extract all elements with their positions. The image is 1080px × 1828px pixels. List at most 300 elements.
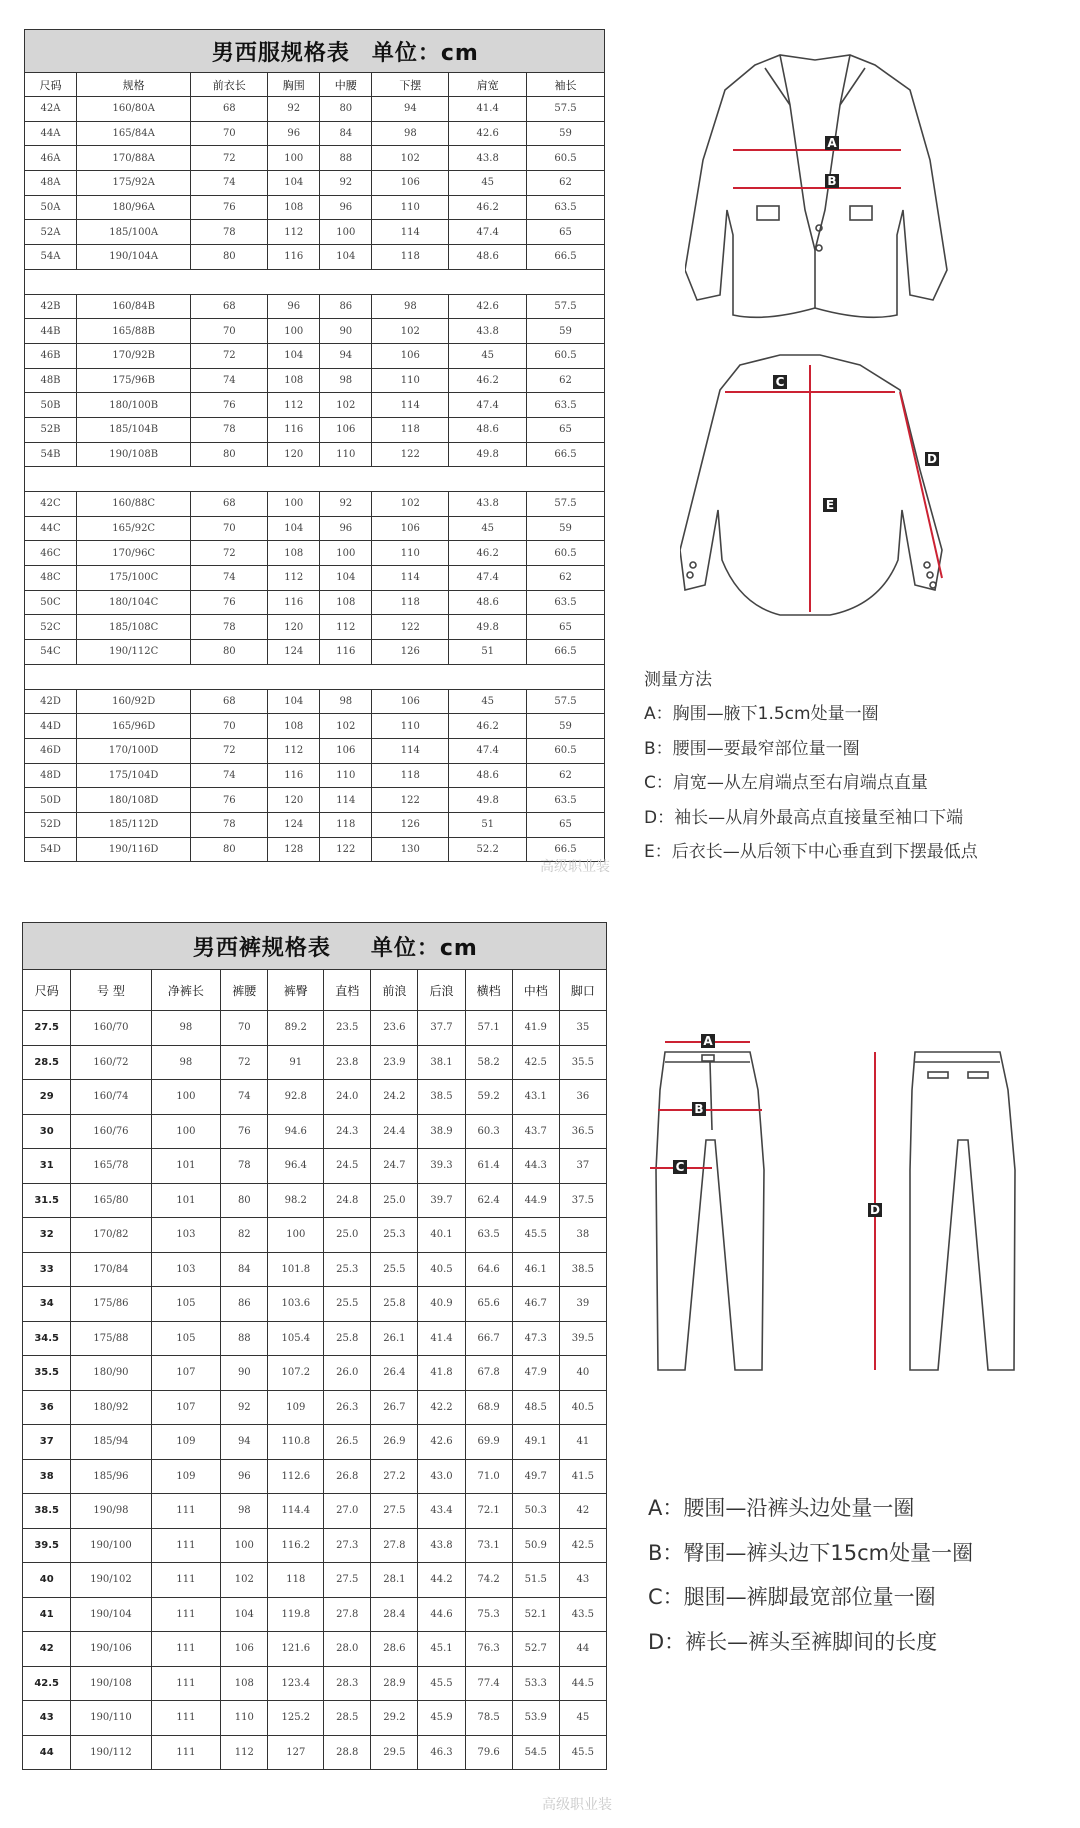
table-cell: 175/100C [77, 566, 191, 591]
table-cell: 94 [221, 1425, 268, 1460]
table-cell: 72.1 [465, 1494, 512, 1529]
table-cell: 74 [221, 1080, 268, 1115]
table-cell: 63.5 [527, 393, 605, 418]
table-row [25, 714, 605, 739]
table-cell: 43.8 [418, 1528, 465, 1563]
table-cell: 47.9 [512, 1356, 559, 1391]
table-cell: 57.5 [527, 492, 605, 517]
column-header: 胸围 [268, 73, 320, 97]
table-cell: 100 [320, 220, 372, 245]
table-cell: 45 [559, 1701, 606, 1736]
table-cell: 175/86 [71, 1287, 151, 1322]
table-cell: 45 [449, 689, 527, 714]
table-cell: 86 [320, 294, 372, 319]
table-cell: 45.1 [418, 1632, 465, 1667]
table-cell: 160/70 [71, 1011, 151, 1046]
table-cell: 41.4 [418, 1321, 465, 1356]
table-cell: 62.4 [465, 1183, 512, 1218]
table-cell: 92 [320, 171, 372, 196]
table-cell: 112.6 [268, 1459, 324, 1494]
table-cell: 48D [25, 763, 77, 788]
table-cell: 160/92D [77, 689, 191, 714]
table-cell: 27.8 [324, 1597, 371, 1632]
table-cell: 111 [151, 1597, 221, 1632]
table-cell: 60.3 [465, 1114, 512, 1149]
table-cell: 27.8 [371, 1528, 418, 1563]
table-cell: 80 [191, 837, 268, 862]
table-cell: 112 [268, 220, 320, 245]
table-cell: 33 [23, 1252, 71, 1287]
table-cell: 40.9 [418, 1287, 465, 1322]
table-cell: 72 [221, 1045, 268, 1080]
table-cell: 107 [151, 1356, 221, 1391]
label-d: D [927, 452, 937, 466]
table-cell: 92.8 [268, 1080, 324, 1115]
column-header: 尺码 [25, 73, 77, 97]
table-cell: 25.5 [324, 1287, 371, 1322]
suit-table-header-row [25, 73, 605, 97]
table-cell: 94 [372, 97, 449, 122]
table-cell: 65 [527, 220, 605, 245]
table-cell: 122 [372, 788, 449, 813]
table-cell: 67.8 [465, 1356, 512, 1391]
table-cell: 46.2 [449, 368, 527, 393]
table-row [25, 368, 605, 393]
table-cell: 111 [151, 1528, 221, 1563]
table-cell: 98 [320, 368, 372, 393]
pants-table-header-row [23, 970, 607, 1011]
table-cell: 112 [268, 393, 320, 418]
table-row [25, 442, 605, 467]
table-cell: 39.5 [23, 1528, 71, 1563]
table-cell: 170/88A [77, 146, 191, 171]
table-row [23, 1563, 607, 1598]
table-cell: 49.8 [449, 788, 527, 813]
table-cell: 51 [449, 640, 527, 665]
table-cell: 105 [151, 1287, 221, 1322]
table-cell: 27.5 [23, 1011, 71, 1046]
table-cell: 104 [320, 566, 372, 591]
table-cell: 80 [221, 1183, 268, 1218]
table-cell: 54B [25, 442, 77, 467]
pants-table-unit: 单位：cm [371, 923, 607, 970]
table-cell: 98.2 [268, 1183, 324, 1218]
table-cell: 47.3 [512, 1321, 559, 1356]
table-cell: 190/110 [71, 1701, 151, 1736]
table-cell: 28.5 [324, 1701, 371, 1736]
table-row [23, 1114, 607, 1149]
table-cell: 30 [23, 1114, 71, 1149]
table-row [25, 171, 605, 196]
table-row [23, 1459, 607, 1494]
table-row [25, 492, 605, 517]
table-cell: 107 [151, 1390, 221, 1425]
table-cell: 125.2 [268, 1701, 324, 1736]
table-cell: 121.6 [268, 1632, 324, 1667]
table-cell: 96 [320, 195, 372, 220]
table-cell: 23.5 [324, 1011, 371, 1046]
table-row [23, 1183, 607, 1218]
table-row [23, 1218, 607, 1253]
table-cell: 59.2 [465, 1080, 512, 1115]
table-row [23, 1321, 607, 1356]
table-cell: 66.5 [527, 837, 605, 862]
table-cell: 28.6 [371, 1632, 418, 1667]
table-row [23, 1701, 607, 1736]
table-cell: 116 [268, 245, 320, 270]
table-cell: 54A [25, 245, 77, 270]
table-cell: 90 [320, 319, 372, 344]
table-cell: 26.8 [324, 1459, 371, 1494]
table-cell: 57.5 [527, 294, 605, 319]
table-cell: 180/96A [77, 195, 191, 220]
table-cell: 27.5 [371, 1494, 418, 1529]
table-cell: 118 [372, 590, 449, 615]
table-cell: 160/84B [77, 294, 191, 319]
table-cell: 104 [268, 171, 320, 196]
table-cell: 28.8 [324, 1735, 371, 1770]
label-a: A [827, 136, 837, 150]
table-cell: 43.5 [559, 1597, 606, 1632]
table-cell: 175/88 [71, 1321, 151, 1356]
table-cell: 78 [191, 812, 268, 837]
column-header: 裤臀 [268, 970, 324, 1011]
table-cell: 54.5 [512, 1735, 559, 1770]
table-cell: 170/96C [77, 541, 191, 566]
table-cell: 165/92C [77, 516, 191, 541]
table-row [23, 1528, 607, 1563]
suit-front-diagram [685, 50, 950, 325]
table-cell: 26.1 [371, 1321, 418, 1356]
table-cell: 41.5 [559, 1459, 606, 1494]
table-cell: 75.3 [465, 1597, 512, 1632]
table-cell: 88 [320, 146, 372, 171]
table-cell: 27.0 [324, 1494, 371, 1529]
table-cell: 106 [221, 1632, 268, 1667]
table-cell: 42.5 [512, 1045, 559, 1080]
table-cell: 72 [191, 541, 268, 566]
table-cell: 104 [268, 343, 320, 368]
table-cell: 23.8 [324, 1045, 371, 1080]
table-cell: 98 [320, 689, 372, 714]
table-cell: 62 [527, 171, 605, 196]
table-cell: 80 [320, 97, 372, 122]
table-cell: 118 [372, 763, 449, 788]
table-cell: 80 [191, 442, 268, 467]
table-cell: 44 [559, 1632, 606, 1667]
table-cell: 78 [191, 417, 268, 442]
table-cell: 114.4 [268, 1494, 324, 1529]
table-row [25, 812, 605, 837]
table-cell: 86 [221, 1287, 268, 1322]
table-cell: 29 [23, 1080, 71, 1115]
table-cell: 46.3 [418, 1735, 465, 1770]
table-cell: 118 [372, 245, 449, 270]
table-cell: 110 [221, 1701, 268, 1736]
table-cell: 106 [372, 171, 449, 196]
table-cell: 104 [221, 1597, 268, 1632]
table-cell: 76 [221, 1114, 268, 1149]
table-cell: 25.8 [324, 1321, 371, 1356]
table-cell: 49.8 [449, 615, 527, 640]
table-cell: 102 [320, 714, 372, 739]
table-cell: 160/88C [77, 492, 191, 517]
table-cell: 50.9 [512, 1528, 559, 1563]
table-cell: 42.5 [559, 1528, 606, 1563]
table-cell: 106 [372, 689, 449, 714]
table-cell: 108 [268, 195, 320, 220]
table-cell: 108 [268, 541, 320, 566]
table-cell: 53.3 [512, 1666, 559, 1701]
label-b: B [827, 174, 837, 188]
table-cell: 165/84A [77, 121, 191, 146]
table-cell: 35.5 [23, 1356, 71, 1391]
table-row [23, 1252, 607, 1287]
table-cell: 46D [25, 738, 77, 763]
pants-measurement-notes [648, 1486, 973, 1664]
table-cell: 122 [372, 615, 449, 640]
table-cell: 190/100 [71, 1528, 151, 1563]
table-cell: 66.5 [527, 442, 605, 467]
table-cell: 98 [372, 121, 449, 146]
table-cell: 73.1 [465, 1528, 512, 1563]
table-cell: 120 [268, 788, 320, 813]
table-cell: 40.5 [418, 1252, 465, 1287]
table-cell: 101.8 [268, 1252, 324, 1287]
table-cell: 78.5 [465, 1701, 512, 1736]
table-cell: 74 [191, 368, 268, 393]
table-cell: 50C [25, 590, 77, 615]
table-row [23, 1390, 607, 1425]
table-cell: 114 [372, 566, 449, 591]
table-cell: 185/96 [71, 1459, 151, 1494]
table-cell: 114 [372, 220, 449, 245]
table-cell: 43.4 [418, 1494, 465, 1529]
table-cell: 102 [372, 319, 449, 344]
table-cell: 160/74 [71, 1080, 151, 1115]
table-cell: 38.5 [23, 1494, 71, 1529]
table-cell: 28.4 [371, 1597, 418, 1632]
table-cell: 28.5 [23, 1045, 71, 1080]
table-cell: 92 [320, 492, 372, 517]
table-cell: 42.6 [449, 294, 527, 319]
table-cell: 46.7 [512, 1287, 559, 1322]
suit-note-d: D：袖长—从肩外最高点直接量至袖口下端 [644, 807, 964, 828]
table-cell: 45.5 [418, 1666, 465, 1701]
table-cell: 58.2 [465, 1045, 512, 1080]
table-row [25, 417, 605, 442]
group-separator [25, 269, 605, 294]
table-cell: 170/84 [71, 1252, 151, 1287]
table-cell: 46.1 [512, 1252, 559, 1287]
table-cell: 111 [151, 1701, 221, 1736]
table-cell: 46A [25, 146, 77, 171]
table-cell: 45.5 [559, 1735, 606, 1770]
table-cell: 112 [221, 1735, 268, 1770]
table-row [25, 121, 605, 146]
table-cell: 66.5 [527, 640, 605, 665]
table-row [23, 1425, 607, 1460]
table-cell: 57.1 [465, 1011, 512, 1046]
table-cell: 32 [23, 1218, 71, 1253]
table-cell: 63.5 [465, 1218, 512, 1253]
table-cell: 102 [221, 1563, 268, 1598]
table-cell: 38 [559, 1218, 606, 1253]
table-cell: 190/102 [71, 1563, 151, 1598]
table-cell: 124 [268, 812, 320, 837]
table-cell: 72 [191, 738, 268, 763]
table-cell: 41.4 [449, 97, 527, 122]
table-row [25, 146, 605, 171]
table-row [23, 1011, 607, 1046]
table-cell: 84 [320, 121, 372, 146]
table-cell: 111 [151, 1563, 221, 1598]
table-row [25, 590, 605, 615]
table-cell: 101 [151, 1183, 221, 1218]
table-cell: 59 [527, 714, 605, 739]
table-cell: 76 [191, 788, 268, 813]
table-cell: 100 [268, 492, 320, 517]
table-cell: 80 [191, 245, 268, 270]
table-cell: 48.6 [449, 590, 527, 615]
table-cell: 118 [268, 1563, 324, 1598]
table-cell: 57.5 [527, 97, 605, 122]
pants-back-diagram [850, 1040, 1025, 1375]
table-cell: 110 [320, 763, 372, 788]
table-cell: 40 [23, 1563, 71, 1598]
table-cell: 43.8 [449, 146, 527, 171]
table-cell: 48.6 [449, 245, 527, 270]
table-cell: 165/96D [77, 714, 191, 739]
column-header: 脚口 [559, 970, 606, 1011]
suit-back-diagram [680, 350, 970, 620]
table-cell: 74.2 [465, 1563, 512, 1598]
column-header: 直档 [324, 970, 371, 1011]
table-cell: 94.6 [268, 1114, 324, 1149]
table-cell: 70 [191, 714, 268, 739]
table-cell: 44A [25, 121, 77, 146]
table-cell: 42C [25, 492, 77, 517]
table-cell: 165/78 [71, 1149, 151, 1184]
label-e: E [825, 498, 835, 512]
suit-note-c: C：肩宽—从左肩端点至右肩端点直量 [644, 773, 928, 794]
table-cell: 108 [268, 368, 320, 393]
table-cell: 41 [559, 1425, 606, 1460]
suit-size-table [24, 29, 605, 862]
table-cell: 80 [191, 640, 268, 665]
table-cell: 25.0 [371, 1183, 418, 1218]
table-row [25, 640, 605, 665]
table-row [23, 1666, 607, 1701]
table-cell: 40.1 [418, 1218, 465, 1253]
table-cell: 37 [23, 1425, 71, 1460]
table-cell: 127 [268, 1735, 324, 1770]
table-cell: 114 [372, 738, 449, 763]
table-cell: 47.4 [449, 738, 527, 763]
suit-measurement-notes [644, 663, 978, 869]
label-pants-a: A [703, 1034, 713, 1048]
table-cell: 46C [25, 541, 77, 566]
table-cell: 24.3 [324, 1114, 371, 1149]
table-cell: 110 [372, 368, 449, 393]
column-header: 袖长 [527, 73, 605, 97]
table-cell: 111 [151, 1666, 221, 1701]
table-cell: 190/116D [77, 837, 191, 862]
table-cell: 49.1 [512, 1425, 559, 1460]
table-cell: 71.0 [465, 1459, 512, 1494]
table-cell: 28.3 [324, 1666, 371, 1701]
table-cell: 106 [320, 417, 372, 442]
table-cell: 63.5 [527, 195, 605, 220]
table-cell: 62 [527, 368, 605, 393]
table-cell: 66.5 [527, 245, 605, 270]
table-cell: 109 [268, 1390, 324, 1425]
table-cell: 50.3 [512, 1494, 559, 1529]
table-cell: 24.7 [371, 1149, 418, 1184]
column-header: 横档 [465, 970, 512, 1011]
table-cell: 40 [559, 1356, 606, 1391]
table-cell: 180/92 [71, 1390, 151, 1425]
table-cell: 107.2 [268, 1356, 324, 1391]
table-cell: 109 [151, 1459, 221, 1494]
table-cell: 170/82 [71, 1218, 151, 1253]
table-row [25, 343, 605, 368]
pants-front-diagram [640, 1030, 775, 1375]
table-row [23, 1080, 607, 1115]
table-cell: 44.5 [559, 1666, 606, 1701]
table-cell: 44C [25, 516, 77, 541]
table-cell: 96 [320, 516, 372, 541]
table-cell: 185/112D [77, 812, 191, 837]
table-cell: 116.2 [268, 1528, 324, 1563]
table-cell: 98 [372, 294, 449, 319]
table-cell: 52.7 [512, 1632, 559, 1667]
table-cell: 190/108 [71, 1666, 151, 1701]
table-cell: 57.5 [527, 689, 605, 714]
table-cell: 25.8 [371, 1287, 418, 1322]
table-cell: 65.6 [465, 1287, 512, 1322]
table-cell: 128 [268, 837, 320, 862]
table-cell: 52C [25, 615, 77, 640]
pants-note-c: C：腿围—裤脚最宽部位量一圈 [648, 1585, 936, 1609]
table-cell: 26.3 [324, 1390, 371, 1425]
table-cell: 108 [221, 1666, 268, 1701]
table-cell: 49.7 [512, 1459, 559, 1494]
pants-size-table [22, 922, 607, 1770]
table-cell: 39.7 [418, 1183, 465, 1218]
table-cell: 59 [527, 319, 605, 344]
table-cell: 37.7 [418, 1011, 465, 1046]
table-cell: 104 [268, 689, 320, 714]
group-separator [25, 467, 605, 492]
table-cell: 25.0 [324, 1218, 371, 1253]
table-cell: 108 [320, 590, 372, 615]
table-cell: 160/76 [71, 1114, 151, 1149]
table-cell: 109 [151, 1425, 221, 1460]
table-cell: 49.8 [449, 442, 527, 467]
table-row [25, 319, 605, 344]
table-cell: 24.0 [324, 1080, 371, 1115]
table-cell: 185/108C [77, 615, 191, 640]
table-cell: 69.9 [465, 1425, 512, 1460]
table-cell: 38.9 [418, 1114, 465, 1149]
table-cell: 44.9 [512, 1183, 559, 1218]
watermark-top: 高级职业装 [540, 859, 610, 875]
table-cell: 110 [372, 541, 449, 566]
table-cell: 72 [191, 146, 268, 171]
table-cell: 23.9 [371, 1045, 418, 1080]
table-cell: 103 [151, 1218, 221, 1253]
